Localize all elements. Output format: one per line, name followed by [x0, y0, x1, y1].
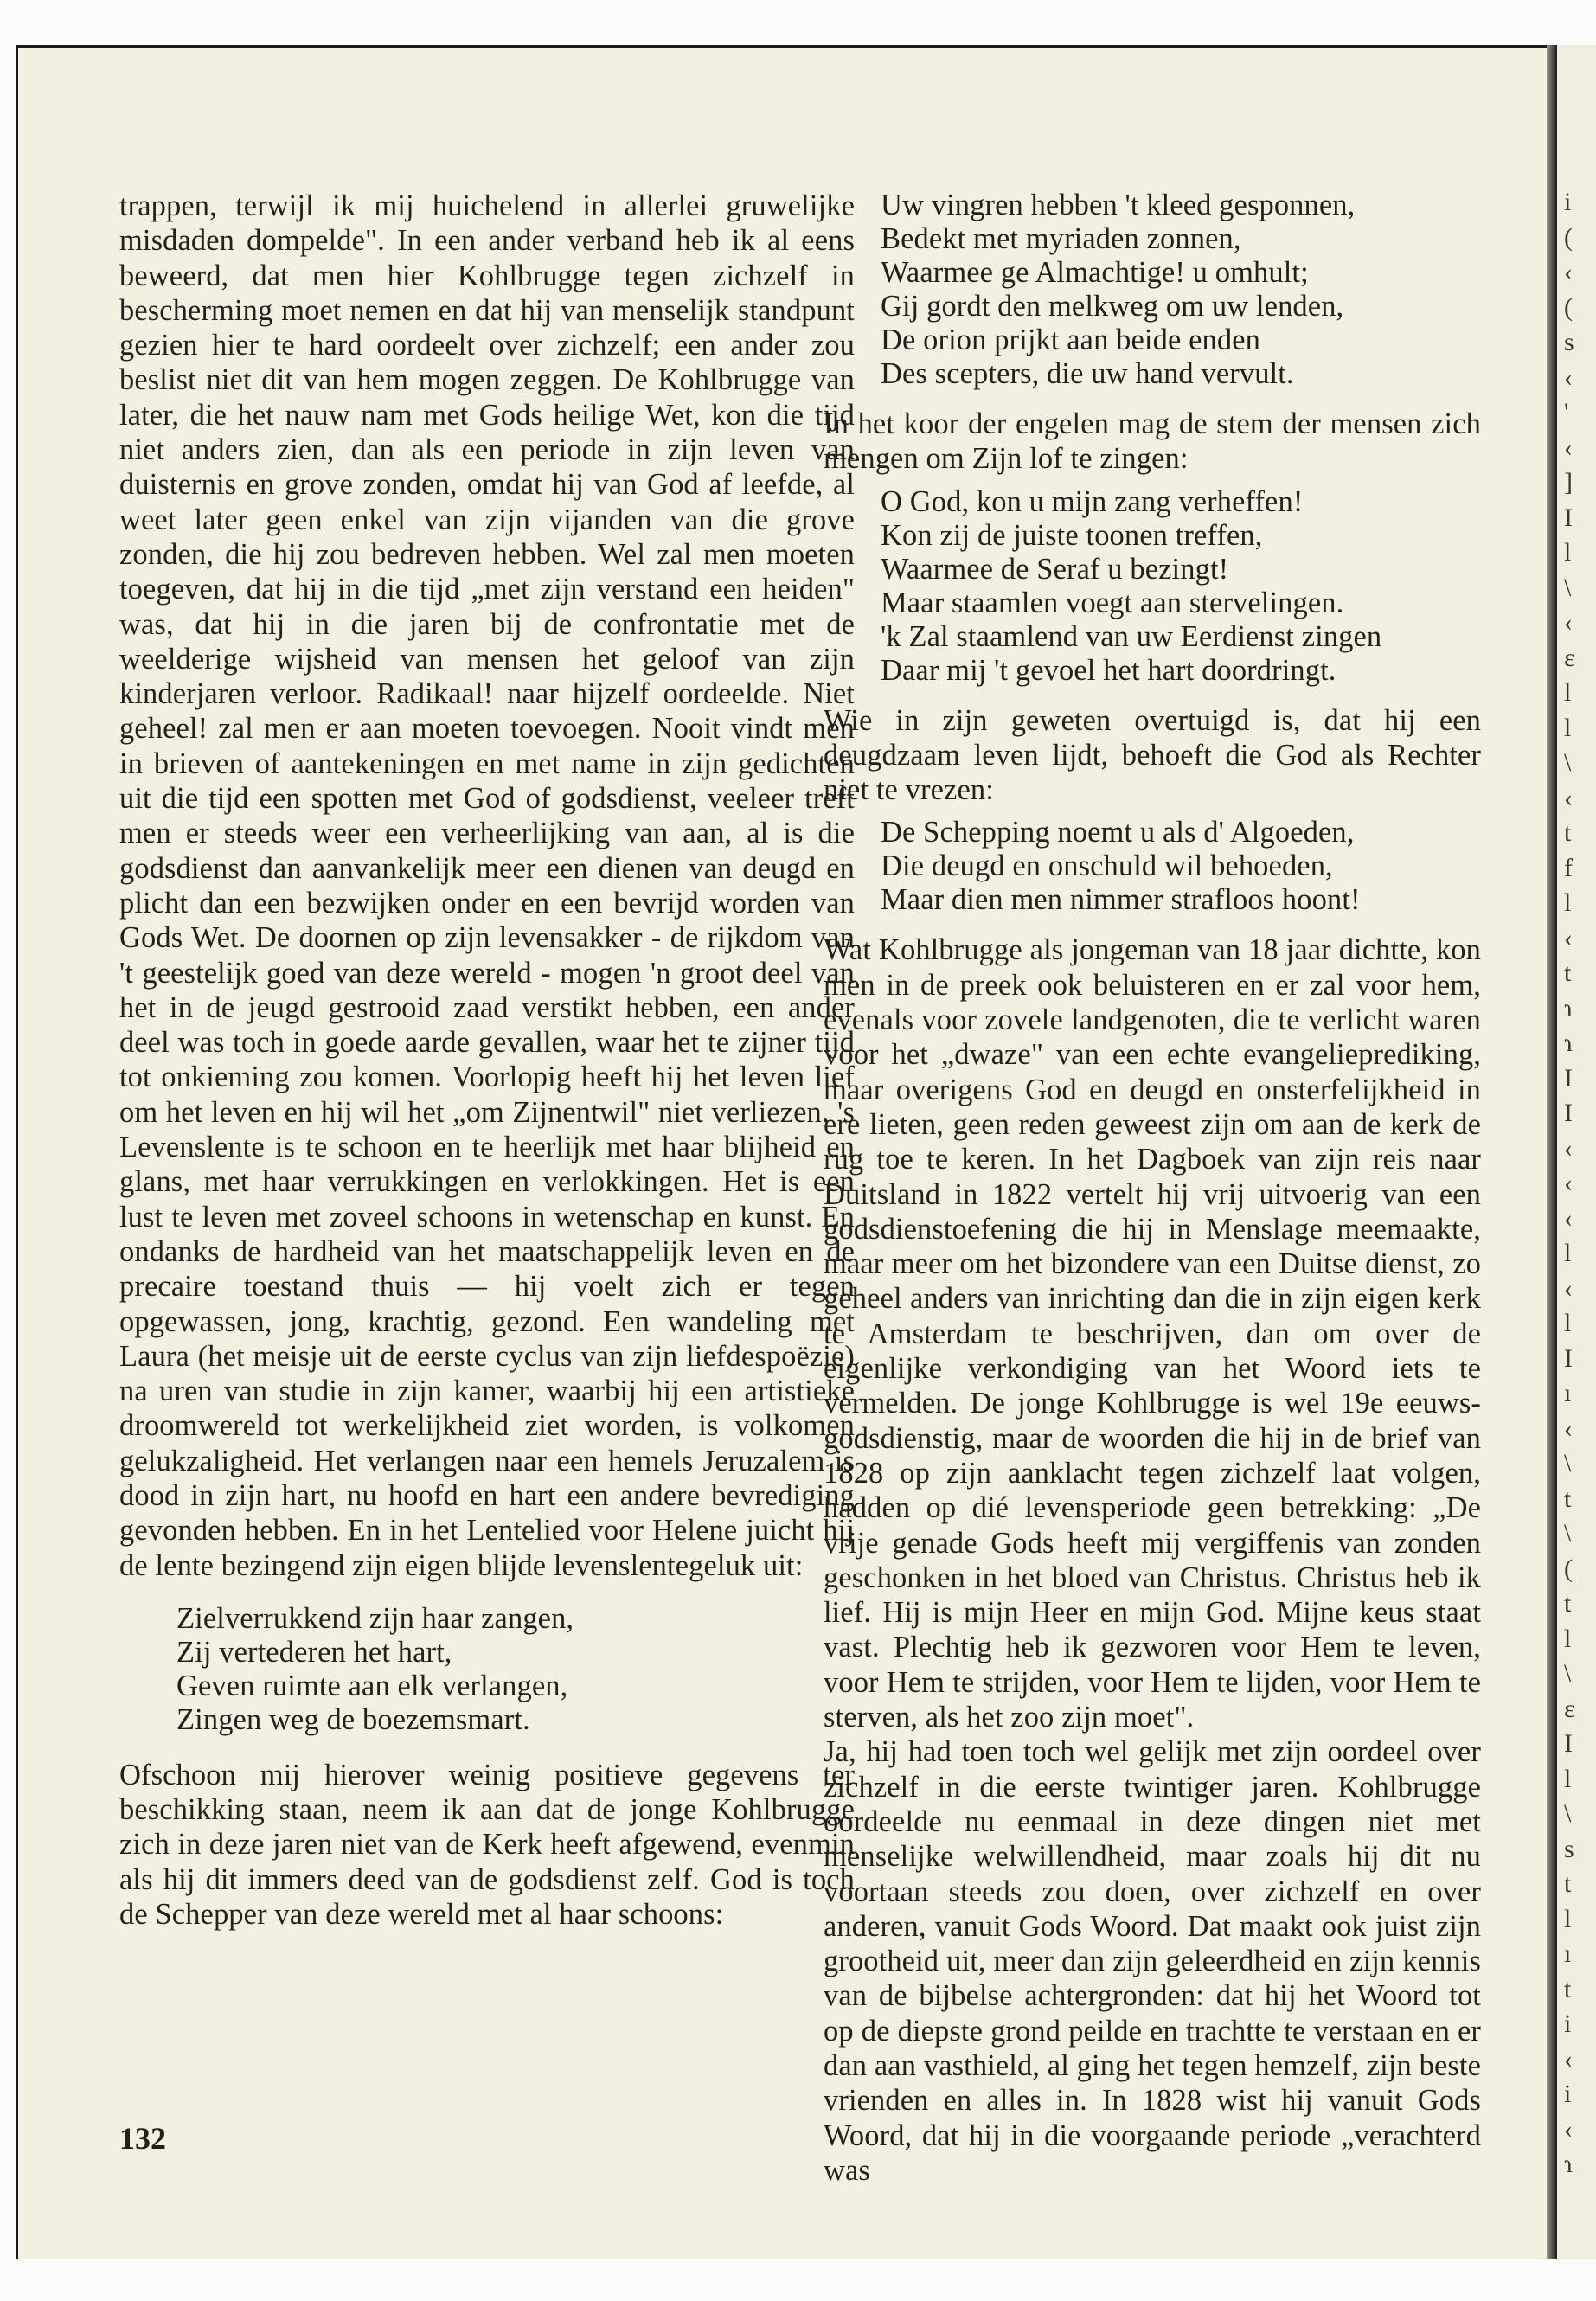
edge-letter: i: [1564, 188, 1572, 216]
edge-letter: ‹: [1564, 1413, 1573, 1443]
edge-letter: ‹: [1564, 923, 1573, 952]
page-number: 132: [119, 2121, 166, 2156]
edge-letter: \: [1564, 1449, 1572, 1477]
edge-letter: \: [1564, 573, 1572, 602]
edge-letter: ı: [1564, 1939, 1572, 1968]
edge-letter: ‹: [1564, 1273, 1573, 1303]
poem-stanza: [881, 816, 1481, 917]
edge-letter: ': [1564, 398, 1569, 426]
next-page-text-fragments: [1564, 185, 1590, 2182]
edge-letter: ‹: [1564, 433, 1573, 462]
paragraph: Ofschoon mij hierover weinig positieve gegevens ter beschikking staan, neem ik aan dat de jonge Kohlbrugge zich in deze jaren niet van de Kerk heeft afgewend, evenmin als hij dit immers deed van de godsdienst zelf. God is toch de Schepper van deze wereld met al haar schoons:: [119, 1758, 855, 1932]
edge-letter: I: [1564, 503, 1573, 532]
edge-letter: ɿ: [1564, 2150, 1573, 2178]
edge-letter: ı: [1564, 1379, 1572, 1407]
edge-letter: t: [1564, 1974, 1572, 2003]
edge-letter: t: [1564, 1484, 1572, 1513]
edge-letter: i: [1564, 2009, 1572, 2038]
poem-line: Uw vingren hebben 't kleed gesponnen,: [881, 189, 1356, 221]
paragraph: Wat Kohlbrugge als jongeman van 18 jaar dichtte, kon men in de preek ook beluisteren en er zal voor hem, evenals voor zovele landgenoten, die te verlicht waren voor het „dwaze" van een echte evangelieprediking, maar overigens God en deugd en onsterfelijkheid in ere lieten, geen reden geweest zijn om aan de kerk de rug toe te keren. In het Dagboek van zijn reis naar Duitsland in 1822 vertelt hij vrij uitvoerig van een godsdienstoefening die hij in Menslage meemaakte, maar meer om het bizondere van een Duitse dienst, zo geheel anders van inrichting dan die in zijn eigen kerk te Amsterdam te beschrijven, dan om over de eigenlijke verkondiging van het Woord iets te vermelden. De jonge Kohlbrugge is wel 19e eeuws-godsdienstig, maar de woorden die hij in de brief van 1828 op zijn aanklacht tegen zichzelf laat volgen, hadden op dié levensperiode geen betrekking: „De vrije genade Gods heeft mij vergiffenis van zonden geschonken in het bloed van Christus. Christus heb ik lief. Hij is mijn Heer en mijn God. Mijne keus staat vast. Plechtig heb ik gezworen voor Hem te leven, voor Hem te strijden, voor Hem te lijden, voor Hem te sterven, als het zoo zijn moet".: [824, 933, 1481, 1734]
edge-letter: \: [1564, 1659, 1572, 1688]
edge-letter: ‹: [1564, 362, 1573, 392]
edge-letter: ɿ: [1564, 993, 1573, 1022]
edge-letter: ]: [1564, 468, 1573, 497]
poem-line: O God, kon u mijn zang verheffen!: [881, 484, 1304, 518]
edge-letter: (: [1564, 1554, 1573, 1583]
paragraph: trappen, terwijl ik mij huichelend in allerlei gruwelijke misdaden dompelde". In een ander verband heb ik al eens beweerd, dat men hier Kohlbrugge tegen zichzelf in bescherming moet nemen en dat hij van menselijk standpunt gezien hier te hard oordeelt over zichzelf; een ander zou beslist niet dit van hem mogen zeggen. De Kohlbrugge van later, die het nauw nam met Gods heilige Wet, kon die tijd niet anders zien, dan als een periode in zijn leven van duisternis en grove zonden, omdat hij van God af leefde, al weet later geen enkel van zijn vijanden van die grove zonden, die hij zou bedreven hebben. Wel zal men moeten toegeven, dat hij in die tijd „met zijn verstand een heiden" was, dat hij in die jaren bij de confrontatie met de weelderige wijsheid van mensen het geloof van zijn kinderjaren verloor. Radikaal! naar hijzelf oordeelde. Niet geheel! zal men er aan moeten toevoegen. Nooit vindt men in brieven of aantekeningen en met name in zijn gedichten uit die tijd een spotten met God of godsdienst, veeleer treft men er steeds weer een verheerlijking van aan, al is die godsdienst dan aanvankelijk meer een dienen van deugd en plicht dan een bezwijken onder en een bevrijd worden van Gods Wet. De doornen op zijn levensakker - de rijkdom van 't geestelijk goed van deze wereld - mogen 'n groot deel van het in de jeugd gestrooid zaad verstikt hebben, een ander deel was toch in goede aarde gevallen, waar het te zijner tijd tot onkieming zou komen. Voorlopig heeft hij het leven lief om het leven en hij wil het „om Zijnentwil" niet verliezen. 's Levenslente is te schoon en te heerlijk met haar blijheid en glans, met haar verrukkingen en verlokkingen. Het is een lust te leven met zoveel schoons in wetenschap en kunst. En ondanks de hardheid van het maatschappelijk leven en de precaire toestand thuis — hij voelt zich er tegen opgewassen, jong, krachtig, gezond. Een wandeling met Laura (het meisje uit de eerste cyclus van zijn liefdespoëzie) na uren van studie in zijn kamer, waarbij hij een artistieke droomwereld tot werkelijkheid ziet worden, is volkomen gelukzaligheid. Het verlangen naar een hemels Jeruzalem is dood in zijn hart, nu hoofd en hart een andere bevrediging gevonden hebben. En in het Lentelied voor Helene juicht hij de lente bezingend zijn eigen blijde levenslentegeluk uit:: [119, 189, 855, 1582]
poem-line: Bedekt met myriaden zonnen,: [881, 222, 1241, 255]
edge-letter: I: [1564, 1343, 1573, 1373]
poem-stanza: [881, 485, 1481, 688]
page-fold-shadow: [1547, 45, 1557, 2259]
poem-line: 'k Zal staamlend van uw Eerdienst zingen: [881, 619, 1382, 653]
edge-letter: ‹: [1564, 1203, 1573, 1233]
poem-line: Zingen weg de boezemsmart.: [176, 1702, 530, 1736]
edge-letter: l: [1564, 1239, 1572, 1267]
edge-letter: \: [1564, 1519, 1572, 1548]
paragraph: In het koor der engelen mag de stem der mensen zich mengen om Zijn lof te zingen:: [824, 407, 1481, 476]
poem-stanza: [881, 189, 1481, 391]
edge-letter: l: [1564, 1309, 1572, 1337]
poem-line: Zij vertederen het hart,: [176, 1635, 452, 1669]
poem-line: Daar mij 't gevoel het hart doordringt.: [881, 653, 1336, 687]
edge-letter: s: [1564, 328, 1574, 356]
edge-letter: (: [1564, 292, 1573, 322]
edge-letter: l: [1564, 1764, 1572, 1793]
edge-letter: f: [1564, 853, 1573, 882]
poem-line: Maar staamlen voegt aan stervelingen.: [881, 586, 1344, 619]
edge-letter: ‹: [1564, 2114, 1573, 2144]
poem-line: Des scepters, die uw hand vervult.: [881, 357, 1294, 390]
right-column: [824, 189, 1481, 2188]
edge-letter: l: [1564, 678, 1572, 707]
edge-letter: t: [1564, 1869, 1572, 1898]
edge-letter: ‹: [1564, 608, 1573, 637]
edge-letter: ‹: [1564, 1133, 1573, 1163]
poem-line: De Schepping noemt u als d' Algoeden,: [881, 816, 1355, 849]
left-column: [119, 189, 855, 1932]
edge-letter: l: [1564, 888, 1572, 917]
edge-letter: \: [1564, 748, 1572, 777]
poem-line: Gij gordt den melkweg om uw lenden,: [881, 290, 1344, 323]
poem-line: Zielverrukkend zijn haar zangen,: [176, 1601, 574, 1635]
edge-letter: i: [1564, 2080, 1572, 2108]
edge-letter: (: [1564, 222, 1573, 252]
edge-letter: s: [1564, 1834, 1574, 1863]
edge-letter: ‹: [1564, 2044, 1573, 2073]
edge-letter: ɛ: [1564, 1694, 1575, 1723]
edge-letter: ɿ: [1564, 1029, 1573, 1057]
edge-letter: I: [1564, 1099, 1573, 1127]
edge-letter: t: [1564, 818, 1572, 847]
poem-line: Geven ruimte aan elk verlangen,: [176, 1669, 568, 1702]
poem-line: Waarmee de Seraf u bezingt!: [881, 552, 1229, 586]
edge-letter: ‹: [1564, 1169, 1573, 1197]
edge-letter: l: [1564, 538, 1572, 567]
edge-letter: ɛ: [1564, 643, 1575, 672]
edge-letter: l: [1564, 1904, 1572, 1933]
poem-line: Waarmee ge Almachtige! u omhult;: [881, 256, 1309, 289]
poem-line: De orion prijkt aan beide enden: [881, 324, 1260, 356]
poem-stanza: [176, 1602, 855, 1737]
paragraph: Wie in zijn geweten overtuigd is, dat hij een deugdzaam leven lijdt, behoeft die God als Rechter niet te vrezen:: [824, 703, 1481, 807]
edge-letter: \: [1564, 1799, 1572, 1828]
edge-letter: ‹: [1564, 258, 1573, 286]
paragraph: Ja, hij had toen toch wel gelijk met zijn oordeel over zichzelf in die eerste twintiger jaren. Kohlbrugge oordeelde nu eenmaal in deze dingen niet met menselijke welwillendheid, maar zoals hij dit nu voortaan steeds zou doen, over zichzelf en over anderen, vanuit Gods Woord. Dat maakt ook juist zijn grootheid uit, meer dan zijn geleerdheid en zijn kennis van de bijbelse achtergronden: dat hij het Woord tot op de diepste grond peilde en trachtte te verstaan en er dan aan vasthield, al ging het tegen hemzelf, zijn beste vrienden en alles in. In 1828 wist hij vanuit Gods Woord, dat hij in die voorgaande periode „verachterd was: [824, 1735, 1481, 2187]
edge-letter: t: [1564, 958, 1572, 987]
poem-line: Maar dien men nimmer strafloos hoont!: [881, 883, 1361, 917]
edge-letter: l: [1564, 713, 1572, 742]
edge-letter: t: [1564, 1589, 1572, 1618]
poem-line: Die deugd en onschuld wil behoeden,: [881, 849, 1333, 883]
edge-letter: ‹: [1564, 783, 1573, 812]
edge-letter: I: [1564, 1729, 1573, 1758]
edge-letter: l: [1564, 1624, 1572, 1653]
edge-letter: I: [1564, 1063, 1573, 1093]
poem-line: Kon zij de juiste toonen treffen,: [881, 518, 1263, 552]
